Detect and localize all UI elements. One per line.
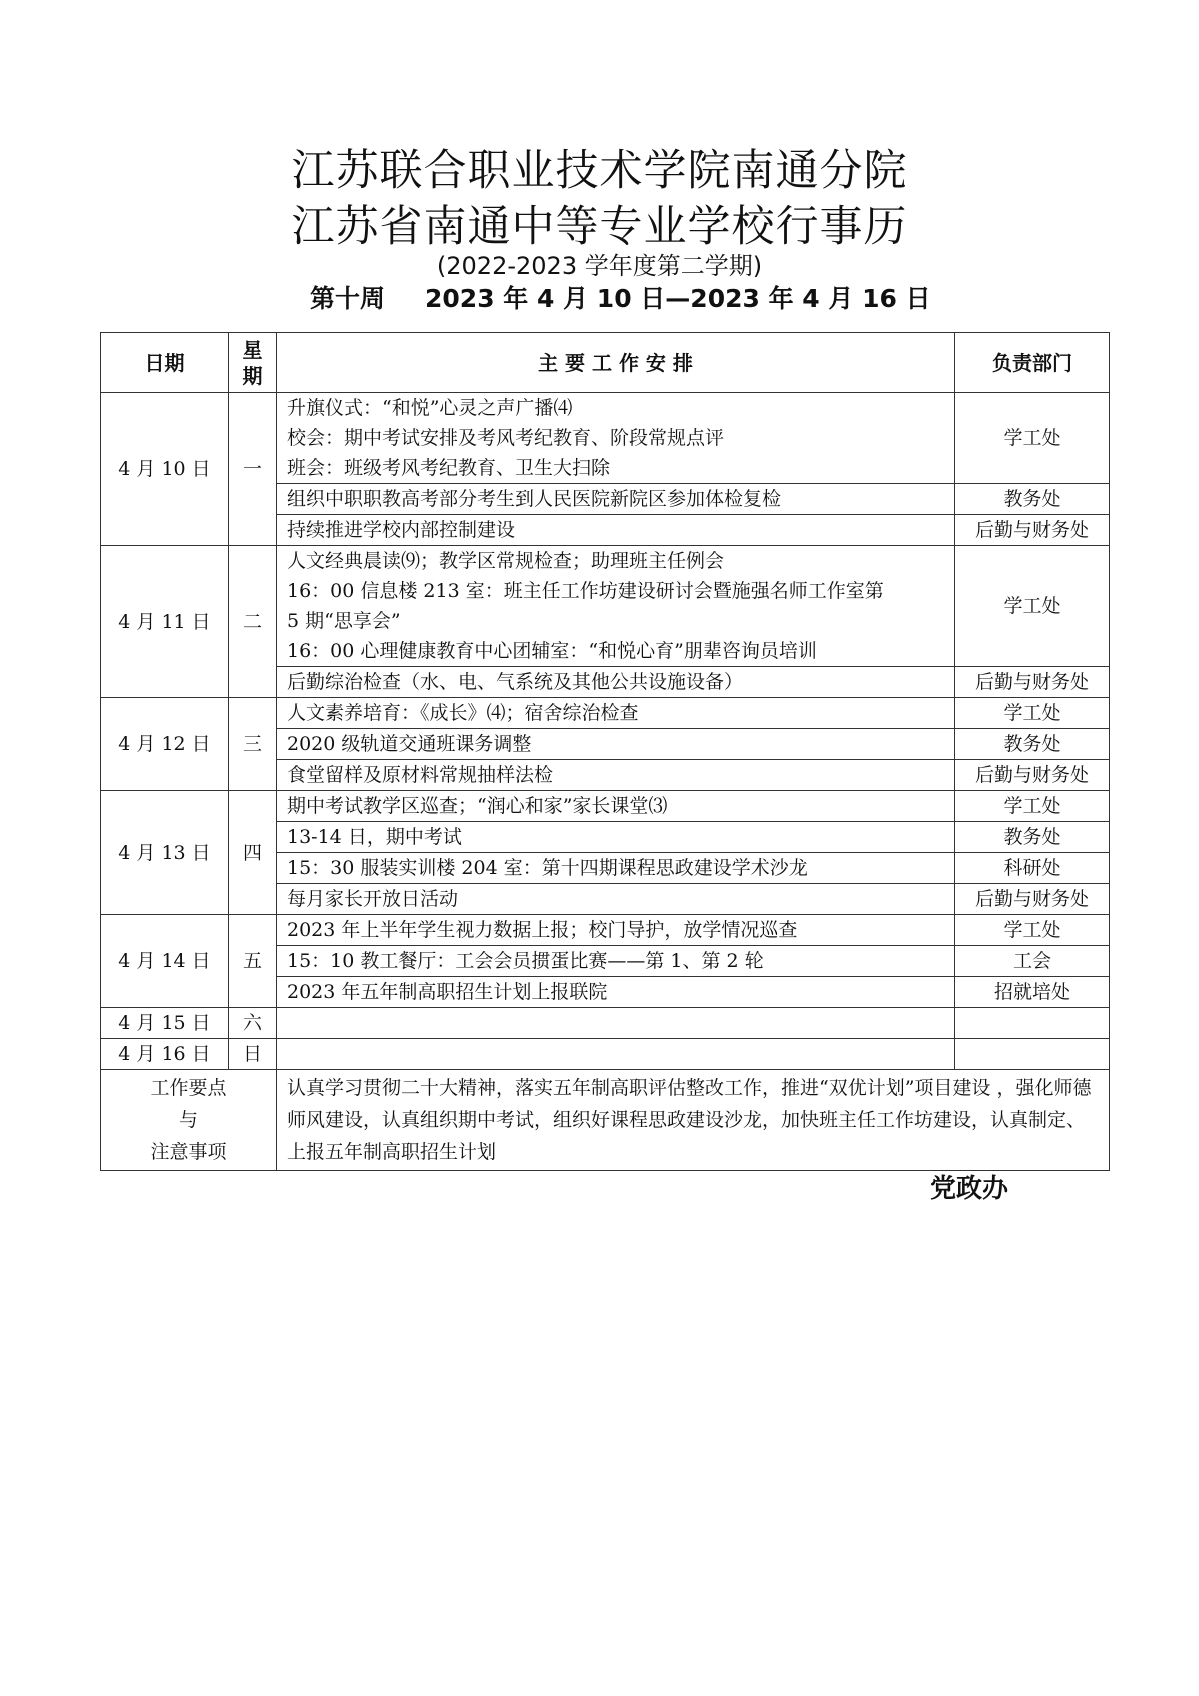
responsible-dept: 科研处 — [955, 853, 1110, 884]
day-weekday: 五 — [229, 915, 277, 1008]
work-item: 每月家长开放日活动 — [287, 888, 459, 910]
week-line — [310, 286, 931, 311]
responsible-dept: 学工处 — [955, 546, 1110, 667]
semester-subtitle: (2022-2023 学年度第二学期) — [436, 252, 763, 280]
work-item: 持续推进学校内部控制建设 — [287, 519, 516, 541]
responsible-dept: 招就培处 — [955, 977, 1110, 1008]
work-items — [277, 1008, 955, 1039]
work-items — [277, 393, 955, 484]
day-date: 4 月 13 日 — [101, 791, 229, 915]
table-row — [101, 698, 1110, 729]
notes-label: 工作要点 与 注意事项 — [101, 1070, 277, 1171]
work-item: 校会：期中考试安排及考风考纪教育、阶段常规点评 — [287, 427, 725, 449]
work-item: 15：30 服装实训楼 204 室：第十四期课程思政建设学术沙龙 — [287, 857, 808, 879]
work-items — [277, 822, 955, 853]
responsible-dept: 学工处 — [955, 393, 1110, 484]
work-items — [277, 515, 955, 546]
title-line-2: 江苏省南通中等专业学校行事历 — [291, 202, 908, 252]
responsible-dept: 教务处 — [955, 484, 1110, 515]
work-items — [277, 791, 955, 822]
day-date: 4 月 12 日 — [101, 698, 229, 791]
work-items — [277, 667, 955, 698]
responsible-dept: 教务处 — [955, 822, 1110, 853]
work-item: 5 期“思享会” — [287, 610, 401, 632]
work-item: 升旗仪式：“和悦”心灵之声广播⑷ — [287, 397, 573, 419]
schedule-table — [100, 332, 1110, 1171]
work-items — [277, 760, 955, 791]
work-item: 组织中职职教高考部分考生到人民医院新院区参加体检复检 — [287, 488, 782, 510]
notes-row — [101, 1070, 1110, 1171]
table-row — [101, 393, 1110, 484]
title-line-1: 江苏联合职业技术学院南通分院 — [291, 146, 908, 196]
responsible-dept: 后勤与财务处 — [955, 760, 1110, 791]
date-range: 2023 年 4 月 10 日—2023 年 4 月 16 日 — [425, 284, 931, 313]
day-weekday: 六 — [229, 1008, 277, 1039]
day-date: 4 月 10 日 — [101, 393, 229, 546]
responsible-dept: 教务处 — [955, 729, 1110, 760]
work-item: 16：00 心理健康教育中心团辅室：“和悦心育”朋辈咨询员培训 — [287, 640, 817, 662]
responsible-dept — [955, 1039, 1110, 1070]
work-item: 2023 年五年制高职招生计划上报联院 — [287, 981, 608, 1003]
table-row — [101, 1008, 1110, 1039]
work-items — [277, 853, 955, 884]
work-item: 期中考试教学区巡查；“润心和家”家长课堂⑶ — [287, 795, 668, 817]
work-items — [277, 915, 955, 946]
work-items — [277, 484, 955, 515]
work-items — [277, 884, 955, 915]
work-item: 人文经典晨读⑼；教学区常规检查；助理班主任例会 — [287, 550, 725, 572]
work-items — [277, 546, 955, 667]
responsible-dept: 学工处 — [955, 791, 1110, 822]
responsible-dept — [955, 1008, 1110, 1039]
day-weekday: 三 — [229, 698, 277, 791]
work-item: 食堂留样及原材料常规抽样法检 — [287, 764, 554, 786]
notes-text: 认真学习贯彻二十大精神，落实五年制高职评估整改工作，推进“双优计划”项目建设 ，强化师德师风建设，认真组织期中考试，组织好课程思政建设沙龙，加快班主任工作坊建设，认真制定、上报五年制高职招生计划 — [277, 1070, 1110, 1171]
header-date: 日期 — [101, 333, 229, 393]
work-item: 2023 年上半年学生视力数据上报；校门导护，放学情况巡查 — [287, 919, 798, 941]
day-weekday: 二 — [229, 546, 277, 698]
day-date: 4 月 11 日 — [101, 546, 229, 698]
day-date: 4 月 16 日 — [101, 1039, 229, 1070]
day-date: 4 月 15 日 — [101, 1008, 229, 1039]
table-row — [101, 1039, 1110, 1070]
work-item: 16：00 信息楼 213 室：班主任工作坊建设研讨会暨施强名师工作室第 — [287, 580, 884, 602]
work-item: 13-14 日，期中考试 — [287, 826, 462, 848]
table-row — [101, 791, 1110, 822]
work-items — [277, 1039, 955, 1070]
header-work: 主 要 工 作 安 排 — [277, 333, 955, 393]
responsible-dept: 后勤与财务处 — [955, 884, 1110, 915]
work-items — [277, 946, 955, 977]
days-body — [101, 393, 1110, 1070]
work-items — [277, 698, 955, 729]
responsible-dept: 学工处 — [955, 698, 1110, 729]
table-header-row — [101, 333, 1110, 393]
table-row — [101, 915, 1110, 946]
day-weekday: 四 — [229, 791, 277, 915]
work-item: 班会：班级考风考纪教育、卫生大扫除 — [287, 457, 611, 479]
work-item: 15：10 教工餐厅：工会会员掼蛋比赛——第 1、第 2 轮 — [287, 950, 764, 972]
responsible-dept: 工会 — [955, 946, 1110, 977]
work-item: 后勤综治检查（水、电、气系统及其他公共设施设备） — [287, 671, 744, 693]
signer: 党政办 — [930, 1174, 1009, 1204]
table-row — [101, 546, 1110, 667]
day-date: 4 月 14 日 — [101, 915, 229, 1008]
work-item: 人文素养培育：《成长》⑷；宿舍综治检查 — [287, 702, 639, 724]
responsible-dept: 学工处 — [955, 915, 1110, 946]
responsible-dept: 后勤与财务处 — [955, 667, 1110, 698]
work-item: 2020 级轨道交通班课务调整 — [287, 733, 532, 755]
day-weekday: 一 — [229, 393, 277, 546]
day-weekday: 日 — [229, 1039, 277, 1070]
responsible-dept: 后勤与财务处 — [955, 515, 1110, 546]
work-items — [277, 977, 955, 1008]
header-weekday: 星 期 — [229, 333, 277, 393]
work-items — [277, 729, 955, 760]
header-dept: 负责部门 — [955, 333, 1110, 393]
week-label: 第十周 — [310, 284, 386, 313]
